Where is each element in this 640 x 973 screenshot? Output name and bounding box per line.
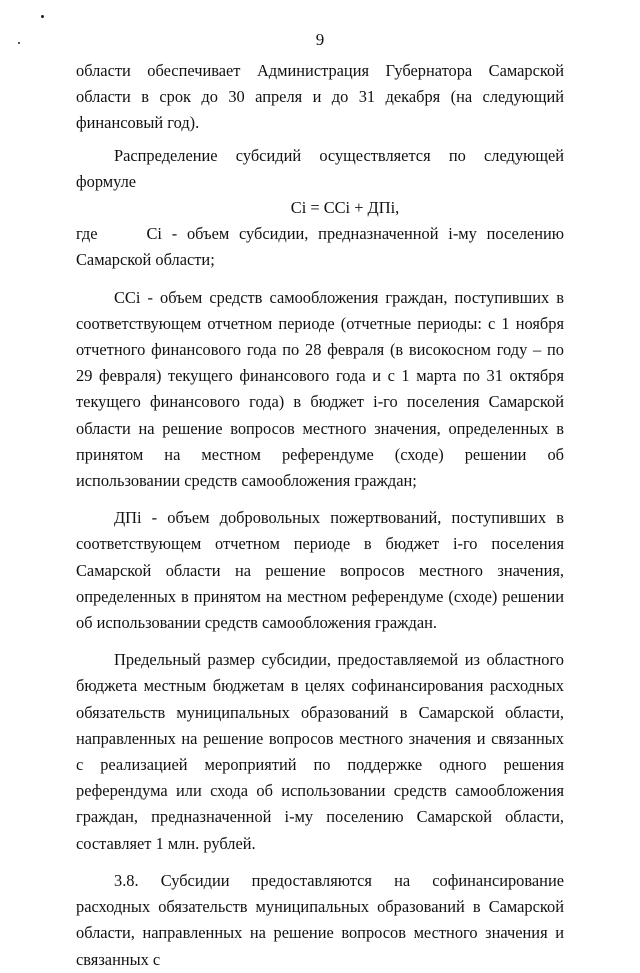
where-label: где [76,224,98,244]
document-body [76,58,564,973]
ci-definition-text: Ci - объем субсидии, предназначенной i-му поселению Самарской области; [76,224,564,270]
page-number: 9 [315,30,325,49]
paragraph-section-3-8: 3.8. Субсидии предоставляются на софинансирование расходных обязательств муниципальных образований в Самарской области, направленных на решение вопросов местного значения и связанных с [76,870,564,969]
paragraph-distribution-intro: Распределение субсидий осуществляется по следующей формуле [76,145,564,191]
paragraph-admin-provision: области обеспечивает Администрация Губернатора Самарской области в срок до 30 апреля и до 31 декабря (на следующий финансовый год). [76,61,564,133]
paragraph-subsidy-limit: Предельный размер субсидии, предоставляемой из областного бюджета местным бюджетам в целях софинансирования расходных обязательств муниципальных образований в Самарской области, направленных на решение вопросов местного значения и связанных с реализацией мероприятий по поддержке одного решения референдума или схода об использовании средств самообложения граждан, предназначенной i-му поселению Самарской области, составляет 1 млн. рублей. [76,650,564,853]
paragraph-cci-definition: CCi - объем средств самообложения граждан, поступивших в соответствующем отчетном периоде (отчетные периоды: с 1 ноября отчетного финансового года по 28 февраля (в високосном году – по 29 февраля) текущего финансового года и с 1 марта по 31 октября текущего финансового года) в бюджет i-го поселения Самарской области на решение вопросов местного значения, определенных в принятом на местном референдуме (сходе) решении об использовании средств самообложения граждан; [76,287,564,491]
scan-speck [41,15,44,18]
formula: Ci = CCi + ДПi, [290,198,400,218]
paragraph-dpi-definition: ДПi - объем добровольных пожертвований, поступивших в соответствующем отчетном периоде в бюджет i-го поселения Самарской области на решение вопросов местного значения, определенных в принятом на местном референдуме (сходе) решении об использовании средств самообложения граждан. [76,508,564,633]
paragraph-ci-definition [76,221,564,273]
